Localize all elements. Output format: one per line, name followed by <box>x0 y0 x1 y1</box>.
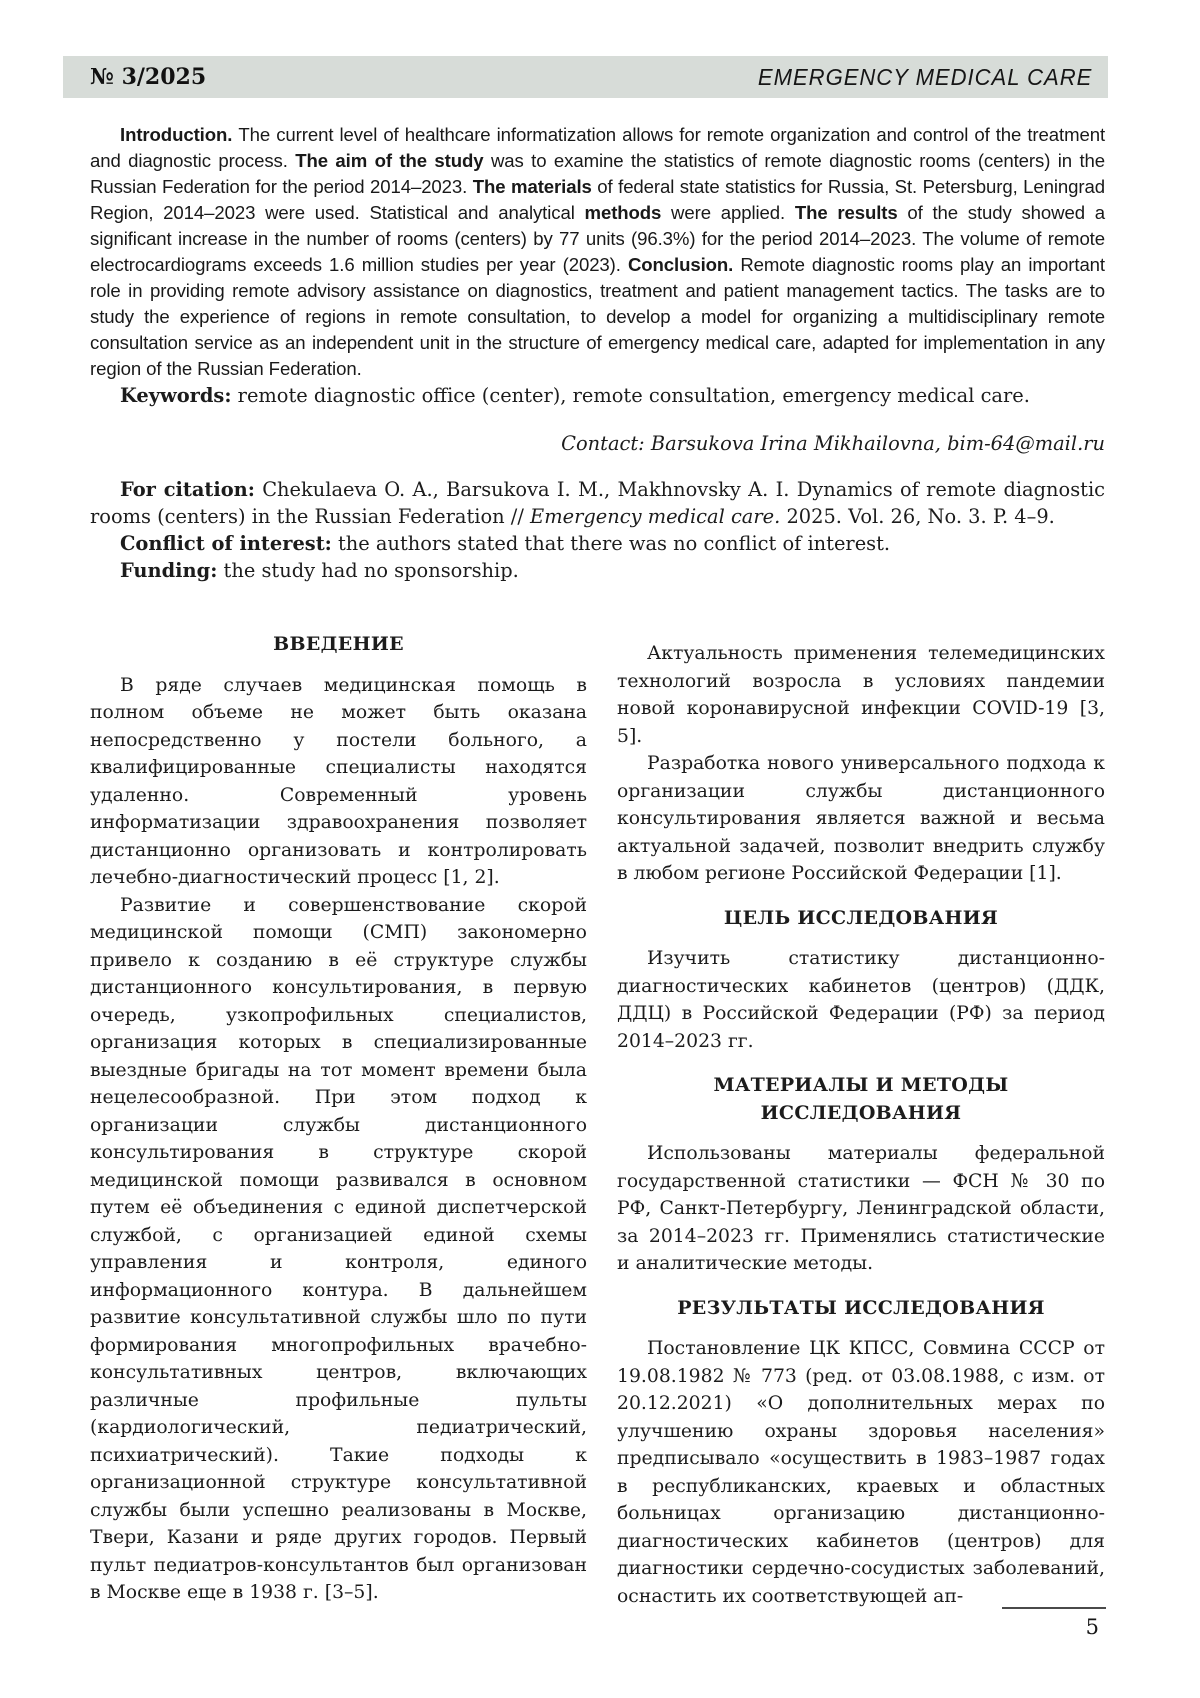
paragraph-development: Развитие и совершенствование скорой медицинской помощи (СМП) закономерно привело к созданию в её структуре службы дистанционного консультирования, в первую очередь, узкопрофильных специалистов, организация которых в специализированные выездные бригады на тот момент времени была нецелесообразной. При этом подход к организации службы дистанционного консультирования в структуре скорой медицинской помощи развивался в основном путем её объединения с единой диспетчерской службой, с организацией единой схемы управления и контроля, единого информационного контура. В дальнейшем развитие консультативной службы шло по пути формирования многопрофильных врачебно-консультативных центров, включающих различные профильные пульты (кардиологический, педиатрический, психиатрический). Такие подходы к организационной структуре консультативной службы были успешно реализованы в Москве, Твери, Казани и ряде других городов. Первый пульт педиатров-консультантов был организован в Москве еще в 1938 г. [3–5]. <box>90 894 587 1603</box>
journal-title: EMERGENCY MEDICAL CARE <box>757 63 1092 90</box>
article-body <box>90 122 1105 1610</box>
abstract-paragraph: Introduction. The current level of healthcare informatization allows for remote organization and control of the treatment and diagnostic process. The aim of the study was to examine the statistics of remote diagnostic rooms (centers) in the Russian Federation for the period 2014–2023. The materials of federal state statistics for Russia, St. Petersburg, Leningrad Region, 2014–2023 were used. Statistical and analytical methods were applied. The results of the study showed a significant increase in the number of rooms (centers) by 77 units (96.3%) for the period 2014–2023. The volume of remote electrocardiograms exceeds 1.6 million studies per year (2023). Conclusion. Remote diagnostic rooms play an important role in providing remote advisory assistance on diagnostics, treatment and patient management tactics. The tasks are to study the experience of regions in remote consultation, to develop a model for organizing a multidisciplinary remote consultation service as an independent unit in the structure of emergency medical care, adapted for implementation in any region of the Russian Federation. <box>90 124 1106 379</box>
section-heading-introduction: ВВЕДЕНИЕ <box>273 633 404 655</box>
keywords-line: Keywords: remote diagnostic office (center), remote consultation, emergency medical care. <box>120 384 1030 407</box>
paragraph-remote-care: В ряде случаев медицинская помощь в полном объеме не может быть оказана непосредственно у постели больного, а квалифицированные специалисты находятся удаленно. Современный уровень информатизации здравоохранения позволяет дистанционно организовать и контролировать лечебно-диагностический процесс [1, 2]. <box>90 674 587 888</box>
paragraph-materials: Использованы материалы федеральной государственной статистики — ФСН № 30 по РФ, Санкт-Петербургу, Ленинградской области, за 2014–2023 гг. Применялись статистические и аналитические методы. <box>617 1143 1105 1274</box>
two-column-layout <box>90 628 1105 1610</box>
section-heading-results: РЕЗУЛЬТАТЫ ИССЛЕДОВАНИЯ <box>677 1296 1045 1319</box>
paragraph-results: Постановление ЦК КПСС, Совмина СССР от 19.08.1982 № 773 (ред. от 03.08.1988, с изм. от 20.12.2021) «О дополнительных мерах по улучшению охраны здоровья населения» предписывало «осуществить в 1983–1987 годах в республиканских, краевых и областных больницах организацию дистанционно-диагностических кабинетов (центров) для диагностики сердечно-сосудистых заболеваний, оснастить их соответствующей ап- <box>617 1338 1105 1607</box>
right-column <box>617 628 1105 1610</box>
page-number: 5 <box>1085 1615 1099 1639</box>
section-heading-aim: ЦЕЛЬ ИССЛЕДОВАНИЯ <box>723 906 999 929</box>
contact-line: Contact: Barsukova Irina Mikhailovna, bim-64@mail.ru <box>561 432 1105 455</box>
paragraph-relevance: Актуальность применения телемедицинских технологий возросла в условиях пандемии новой коронавирусной инфекции COVID-19 [3, 5]. <box>617 643 1105 747</box>
running-header <box>63 56 1108 98</box>
funding-line: Funding: the study had no sponsorship. <box>120 559 519 582</box>
section-heading-materials: МАТЕРИАЛЫ И МЕТОДЫ ИССЛЕДОВАНИЯ <box>713 1074 1009 1124</box>
issue-number: № 3/2025 <box>90 64 207 90</box>
left-column <box>90 628 587 1610</box>
paragraph-universal-approach: Разработка нового универсального подхода к организации службы дистанционного консультирования является важной и весьма актуальной задачей, позволит внедрить службу в любом регионе Российской Федерации [1]. <box>617 753 1105 884</box>
footer-rule <box>1002 1607 1106 1609</box>
citation-line: For citation: Chekulaeva O. A., Barsukova I. M., Makhnovsky A. I. Dynamics of remote diagnostic rooms (centers) in the Russian Federation // Emergency medical care. 2025. Vol. 26, No. 3. P. 4–9. <box>90 478 1106 528</box>
conflict-of-interest-line: Conflict of interest: the authors stated that there was no conflict of interest. <box>120 532 891 555</box>
paragraph-aim: Изучить статистику дистанционно-диагностических кабинетов (центров) (ДДК, ДДЦ) в Российской Федерации (РФ) за период 2014–2023 гг. <box>617 948 1105 1052</box>
